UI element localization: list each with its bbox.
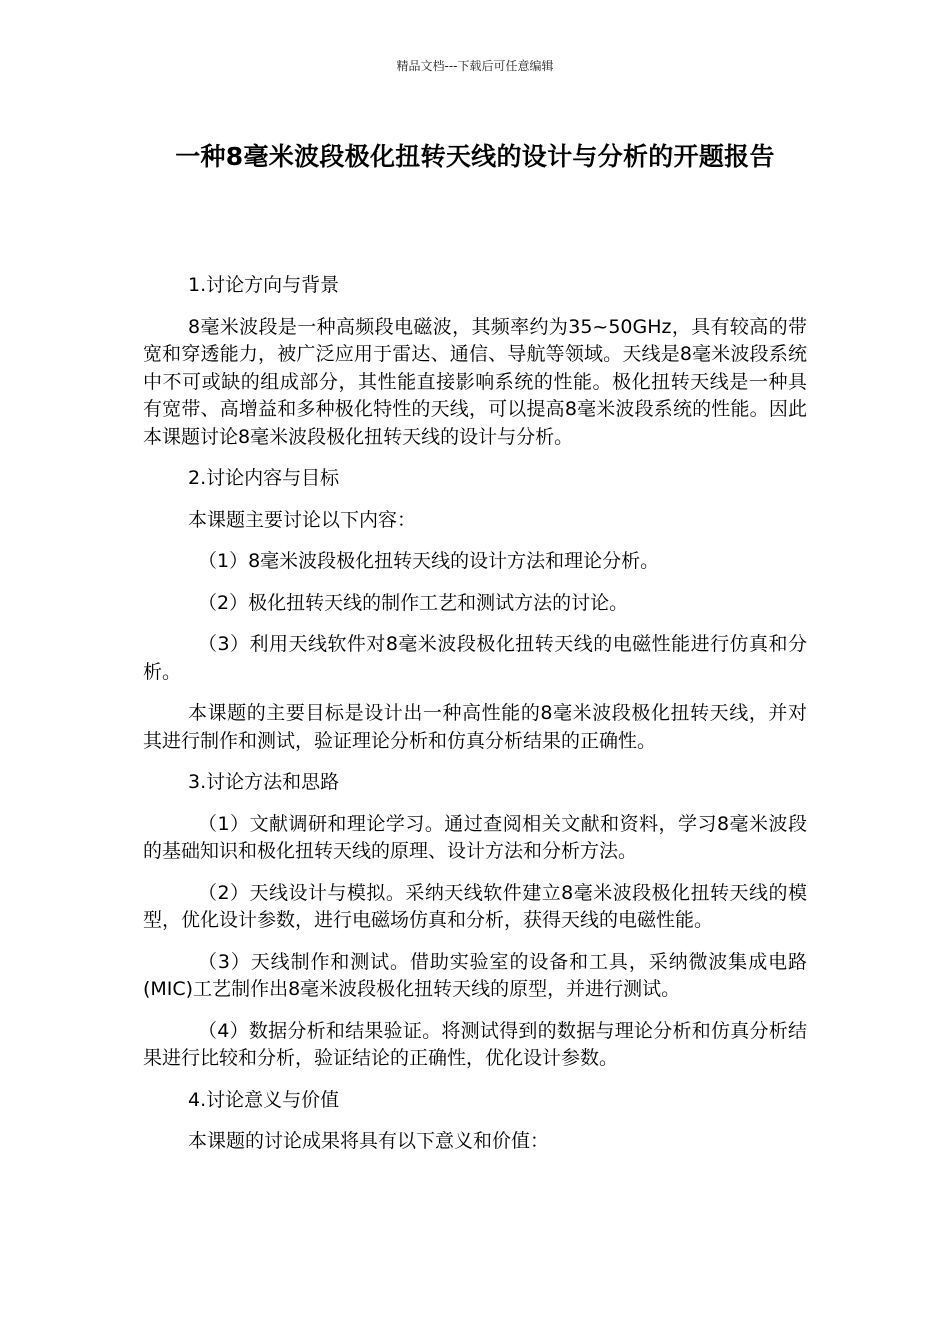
section-heading-4: 4.讨论意义与价值 xyxy=(188,1088,340,1111)
section-heading-1: 1.讨论方向与背景 xyxy=(188,274,340,296)
paragraph-content-intro: 本课题主要讨论以下内容： xyxy=(188,508,417,531)
document-title: 一种8毫米波段极化扭转天线的设计与分析的开题报告 xyxy=(175,142,775,171)
list-item: （1）文献调研和理论学习。通过查阅相关文献和资料，学习8毫米波段的基础知识和极化扭转天线的原理、设计方法和分析方法。 xyxy=(143,812,807,862)
paragraph-background: 8毫米波段是一种高频段电磁波，其频率约为35~50GHz，具有较高的带宽和穿透能力，被广泛应用于雷达、通信、导航等领域。天线是8毫米波段系统中不可或缺的组成部分，其性能直接影响系统的性能。极化扭转天线是一种具有宽带、高增益和多种极化特性的天线，可以提高8毫米波段系统的性能。因此本课题讨论8毫米波段极化扭转天线的设计与分析。 xyxy=(143,315,807,448)
list-item: （1）8毫米波段极化扭转天线的设计方法和理论分析。 xyxy=(198,550,660,572)
section-heading-2: 2.讨论内容与目标 xyxy=(188,467,340,489)
section-heading-3: 3.讨论方法和思路 xyxy=(188,771,340,793)
paragraph-value-intro: 本课题的讨论成果将具有以下意义和价值： xyxy=(188,1130,550,1152)
list-item: （2）极化扭转天线的制作工艺和测试方法的讨论。 xyxy=(198,591,629,614)
page-header: 精品文档---下载后可任意编辑 xyxy=(396,59,554,73)
list-item: （4）数据分析和结果验证。将测试得到的数据与理论分析和仿真分析结果进行比较和分析，验证结论的正确性，优化设计参数。 xyxy=(143,1019,807,1069)
list-item: （3）利用天线软件对8毫米波段极化扭转天线的电磁性能进行仿真和分析。 xyxy=(143,633,807,683)
paragraph-goal: 本课题的主要目标是设计出一种高性能的8毫米波段极化扭转天线，并对其进行制作和测试，验证理论分析和仿真分析结果的正确性。 xyxy=(143,702,807,752)
document-body xyxy=(143,272,807,1170)
list-item: （2）天线设计与模拟。采纳天线软件建立8毫米波段极化扭转天线的模型，优化设计参数，进行电磁场仿真和分析，获得天线的电磁性能。 xyxy=(143,881,807,931)
list-item: （3）天线制作和测试。借助实验室的设备和工具，采纳微波集成电路(MIC)工艺制作出8毫米波段极化扭转天线的原型，并进行测试。 xyxy=(143,950,807,1000)
